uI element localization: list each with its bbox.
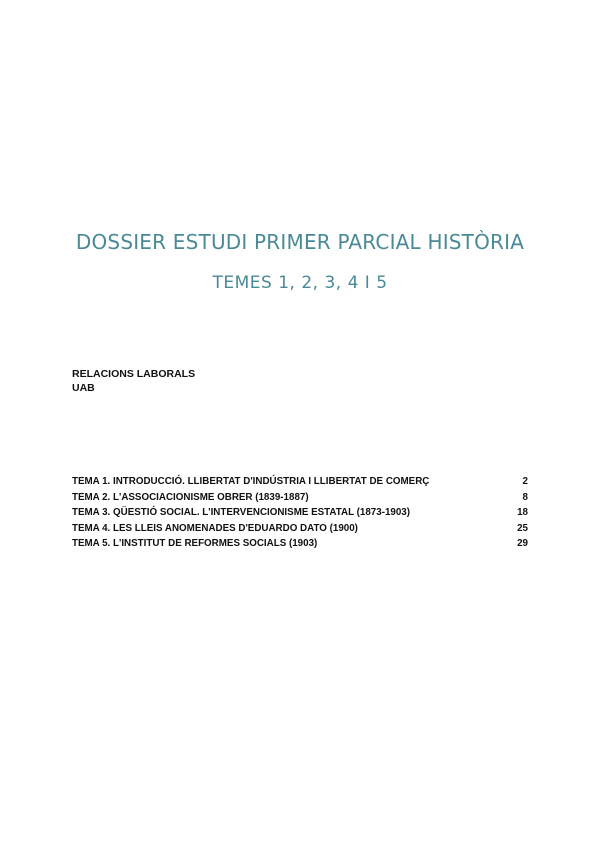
toc-entry-page: 29 [517,538,528,549]
toc-entry-label: TEMA 4. LES LLEIS ANOMENADES D'EDUARDO DATO (1900) [72,522,358,534]
toc-entry-page: 25 [517,522,528,534]
toc-entry-label: TEMA 3. QÜESTIÓ SOCIAL. L'INTERVENCIONISME ESTATAL (1873-1903) [72,507,411,518]
subject-label: RELACIONS LABORALS [72,368,196,380]
document-title: DOSSIER ESTUDI PRIMER PARCIAL HISTÒRIA [75,230,525,254]
toc-entry-tema-4 [72,521,528,537]
toc-entry-label: TEMA 1. INTRODUCCIÓ. LLIBERTAT D'INDÚSTRIA I LLIBERTAT DE COMERÇ [72,476,430,487]
toc-entry-tema-2 [72,490,528,506]
toc-entry-label: TEMA 5. L'INSTITUT DE REFORMES SOCIALS (1903) [72,538,318,549]
table-of-contents [72,474,528,552]
toc-entry-tema-5 [72,536,528,552]
institution-label: UAB [72,382,95,394]
toc-entry-tema-1 [72,474,528,490]
document-subtitle: TEMES 1, 2, 3, 4 I 5 [212,273,388,293]
toc-entry-page: 18 [517,507,528,518]
document-meta [72,367,195,395]
toc-entry-tema-3 [72,505,528,521]
toc-entry-page: 8 [522,491,528,503]
toc-entry-label: TEMA 2. L'ASSOCIACIONISME OBRER (1839-1887) [72,491,309,503]
toc-entry-page: 2 [522,476,528,487]
